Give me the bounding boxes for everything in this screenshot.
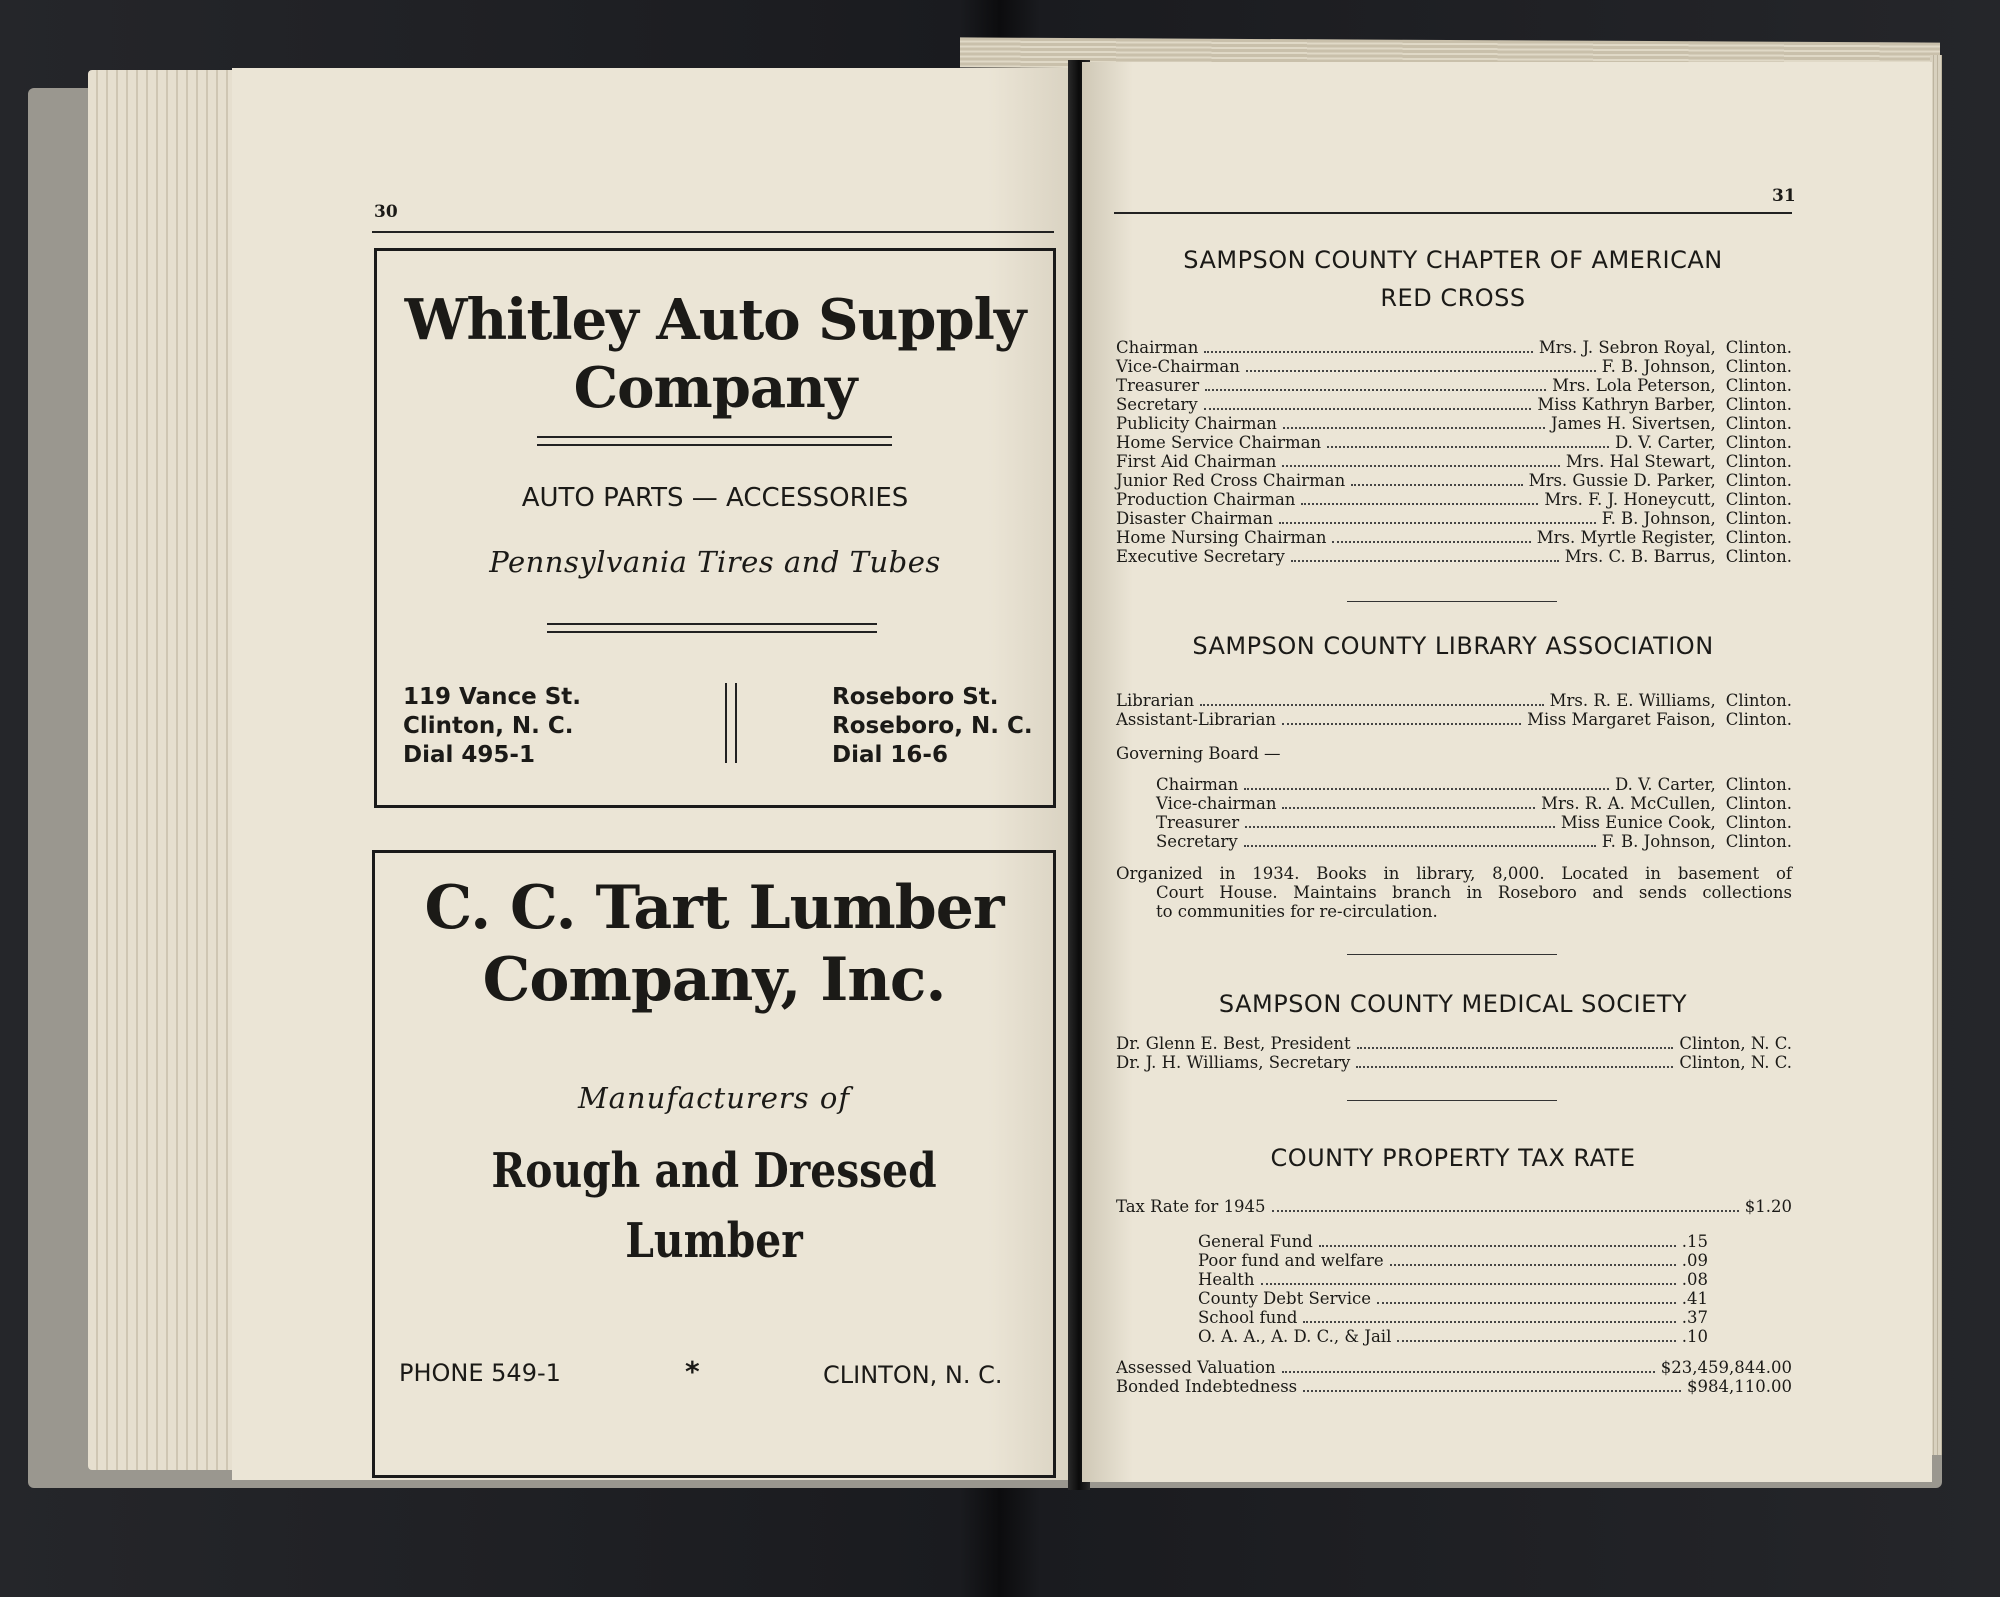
officer-row (1116, 509, 1792, 528)
officer-city: Clinton. (1725, 710, 1792, 729)
page-number: 30 (374, 202, 398, 222)
tax-item-value: .41 (1681, 1289, 1708, 1308)
leader-dots (1282, 719, 1521, 725)
note-line: to communities for re-circulation. (1156, 902, 1438, 921)
officer-name: Mrs. J. Sebron Royal, (1538, 338, 1716, 357)
officer-row (1116, 395, 1792, 414)
address-line: Dial 16-6 (832, 742, 948, 768)
officer-name: Mrs. R. E. Williams, (1549, 691, 1716, 710)
ad-whitley-auto-supply (374, 248, 1056, 808)
officer-row (1116, 691, 1792, 710)
officer-name: Mrs. F. J. Honeycutt, (1544, 490, 1716, 509)
right-page (1082, 62, 1932, 1482)
assessed-label: Assessed Valuation (1116, 1358, 1276, 1377)
officer-role: Disaster Chairman (1116, 509, 1274, 528)
officer-role: Chairman (1116, 338, 1199, 357)
officer-name: D. V. Carter, (1615, 775, 1716, 794)
officer-name: D. V. Carter, (1615, 433, 1716, 452)
ad-tagline: AUTO PARTS — ACCESSORIES (521, 483, 909, 513)
tax-item-value: .09 (1681, 1251, 1708, 1270)
leader-dots (1246, 366, 1596, 372)
officer-city: Clinton. (1725, 376, 1792, 395)
officer-city: Clinton. (1725, 509, 1792, 528)
officer-city: Clinton. (1725, 414, 1792, 433)
officer-name: Mrs. C. B. Barrus, (1564, 547, 1716, 566)
left-page (232, 68, 1072, 1480)
officer-city: Clinton. (1725, 691, 1792, 710)
double-rule (537, 436, 892, 446)
leader-dots (1279, 518, 1596, 524)
officer-name: Mrs. Lola Peterson, (1552, 376, 1716, 395)
officer-row (1116, 452, 1792, 471)
officer-city: Clinton. (1725, 395, 1792, 414)
officer-row (1116, 547, 1792, 566)
governing-board-label: Governing Board — (1116, 744, 1281, 763)
officer-row (1116, 490, 1792, 509)
tax-item-value: .37 (1681, 1308, 1708, 1327)
tax-item-row (1198, 1327, 1708, 1346)
ad-cc-tart-lumber (372, 850, 1056, 1478)
officer-city: Clinton. (1725, 794, 1792, 813)
tax-item-value: .08 (1681, 1270, 1708, 1289)
officer-role: Home Nursing Chairman (1116, 528, 1327, 547)
ad-product-line1: Rough and Dressed (491, 1143, 937, 1199)
officer-name: F. B. Johnson, (1601, 357, 1716, 376)
leader-dots (1303, 1317, 1675, 1323)
tax-rate-value: $1.20 (1744, 1197, 1792, 1216)
leader-dots (1283, 423, 1545, 429)
tax-item-row (1198, 1289, 1708, 1308)
leader-dots (1327, 442, 1609, 448)
ad-title-line1: C. C. Tart Lumber (424, 873, 1004, 943)
note-line: Court House. Maintains branch in Roseboro and sends collections (1156, 883, 1792, 902)
ad-product-line2: Lumber (625, 1213, 803, 1269)
ad-left-address (403, 683, 581, 770)
tax-item-label: General Fund (1198, 1232, 1313, 1251)
leader-dots (1377, 1298, 1676, 1304)
leader-dots (1301, 499, 1538, 505)
officer-role: Home Service Chairman (1116, 433, 1322, 452)
tax-item-row (1198, 1308, 1708, 1327)
leader-dots (1390, 1260, 1676, 1266)
officer-role: Assistant-Librarian (1116, 710, 1277, 729)
leader-dots (1282, 803, 1535, 809)
tax-item-label: Health (1198, 1270, 1255, 1289)
tax-item-row (1198, 1251, 1708, 1270)
address-divider (725, 683, 737, 763)
officer-name: Mrs. R. A. McCullen, (1541, 794, 1716, 813)
leader-dots (1303, 1386, 1681, 1392)
officer-name: Mrs. Hal Stewart, (1565, 452, 1716, 471)
officer-city: Clinton. (1725, 471, 1792, 490)
section-divider (1347, 601, 1557, 602)
officer-role: Secretary (1156, 832, 1238, 851)
leader-dots (1397, 1336, 1675, 1342)
member-city: Clinton, N. C. (1679, 1034, 1792, 1053)
officer-row (1116, 338, 1792, 357)
note-line: Organized in 1934. Books in library, 8,000. Located in basement of (1116, 864, 1792, 883)
address-line: 119 Vance St. (403, 684, 581, 710)
officer-name: Mrs. Gussie D. Parker, (1528, 471, 1716, 490)
officer-city: Clinton. (1725, 813, 1792, 832)
officer-city: Clinton. (1725, 338, 1792, 357)
officer-row (1116, 528, 1792, 547)
officer-role: Secretary (1116, 395, 1198, 414)
section-title-red-cross: SAMPSON COUNTY CHAPTER OF AMERICAN (1183, 246, 1723, 274)
leader-dots (1282, 1367, 1655, 1373)
officer-row (1156, 832, 1792, 851)
officer-name: James H. Sivertsen, (1551, 414, 1716, 433)
section-divider (1347, 1100, 1557, 1101)
officer-row (1116, 414, 1792, 433)
section-title-medical: SAMPSON COUNTY MEDICAL SOCIETY (1218, 990, 1688, 1018)
tax-item-row (1198, 1232, 1708, 1251)
officer-name: F. B. Johnson, (1601, 509, 1716, 528)
tax-item-label: Poor fund and welfare (1198, 1251, 1384, 1270)
officer-city: Clinton. (1725, 775, 1792, 794)
assessed-valuation-row (1116, 1358, 1792, 1377)
header-rule (1114, 212, 1792, 214)
bonded-value: $984,110.00 (1687, 1377, 1792, 1396)
tax-item-row (1198, 1270, 1708, 1289)
officer-row (1116, 376, 1792, 395)
officer-role: Publicity Chairman (1116, 414, 1277, 433)
officer-row (1116, 433, 1792, 452)
leader-dots (1244, 784, 1609, 790)
officer-role: Chairman (1156, 775, 1239, 794)
bonded-indebtedness-row (1116, 1377, 1792, 1396)
library-note (1116, 864, 1792, 921)
assessed-value: $23,459,844.00 (1660, 1358, 1792, 1377)
officer-row (1116, 471, 1792, 490)
leader-dots (1357, 1043, 1674, 1049)
officer-role: Vice-Chairman (1116, 357, 1240, 376)
bonded-label: Bonded Indebtedness (1116, 1377, 1298, 1396)
section-title-library: SAMPSON COUNTY LIBRARY ASSOCIATION (1192, 632, 1714, 660)
officer-row (1116, 357, 1792, 376)
officer-role: Junior Red Cross Chairman (1116, 471, 1346, 490)
leader-dots (1319, 1241, 1676, 1247)
ad-subtitle: Pennsylvania Tires and Tubes (489, 545, 941, 579)
tax-item-label: School fund (1198, 1308, 1298, 1327)
tax-item-label: O. A. A., A. D. C., & Jail (1198, 1327, 1392, 1346)
leader-dots (1204, 347, 1532, 353)
officer-city: Clinton. (1725, 832, 1792, 851)
officer-city: Clinton. (1725, 490, 1792, 509)
leader-dots (1272, 1206, 1739, 1212)
section-title-tax: COUNTY PROPERTY TAX RATE (1270, 1144, 1636, 1172)
leader-dots (1282, 461, 1560, 467)
leader-dots (1205, 385, 1546, 391)
page-number: 31 (1772, 186, 1796, 206)
officer-city: Clinton. (1725, 433, 1792, 452)
officer-role: Treasurer (1156, 813, 1240, 832)
double-rule (547, 623, 877, 633)
leader-dots (1356, 1062, 1673, 1068)
member-row (1116, 1053, 1792, 1072)
officer-role: Treasurer (1116, 376, 1200, 395)
leader-dots (1200, 700, 1543, 706)
ad-title-line2: Company (573, 355, 857, 421)
member-name: Dr. J. H. Williams, Secretary (1116, 1053, 1351, 1072)
officer-name: Miss Margaret Faison, (1527, 710, 1716, 729)
officer-name: F. B. Johnson, (1601, 832, 1716, 851)
address-line: Dial 495-1 (403, 742, 535, 768)
leader-dots (1291, 556, 1559, 562)
leader-dots (1261, 1279, 1676, 1285)
member-city: Clinton, N. C. (1679, 1053, 1792, 1072)
ad-subtitle: Manufacturers of (577, 1081, 851, 1115)
officer-name: Miss Kathryn Barber, (1537, 395, 1716, 414)
address-line: Roseboro St. (832, 684, 999, 710)
tax-rate-row (1116, 1197, 1792, 1216)
officer-role: Vice-chairman (1156, 794, 1277, 813)
tax-item-label: County Debt Service (1198, 1289, 1372, 1308)
address-line: Clinton, N. C. (403, 713, 574, 739)
leader-dots (1244, 841, 1596, 847)
left-page-edges (88, 70, 248, 1470)
officer-role: Production Chairman (1116, 490, 1296, 509)
officer-role: First Aid Chairman (1116, 452, 1277, 471)
member-row (1116, 1034, 1792, 1053)
ad-city: CLINTON, N. C. (823, 1361, 1003, 1389)
tax-item-value: .15 (1681, 1232, 1708, 1251)
section-divider (1347, 954, 1557, 955)
leader-dots (1245, 822, 1555, 828)
officer-city: Clinton. (1725, 528, 1792, 547)
leader-dots (1351, 480, 1522, 486)
section-title-red-cross-line2: RED CROSS (1380, 284, 1526, 312)
officer-row (1156, 813, 1792, 832)
ad-title-line1: Whitley Auto Supply (404, 287, 1026, 353)
leader-dots (1332, 537, 1530, 543)
ad-phone: PHONE 549-1 (399, 1359, 561, 1387)
ad-separator: * (685, 1355, 700, 1388)
tax-rate-label: Tax Rate for 1945 (1116, 1197, 1266, 1216)
officer-name: Miss Eunice Cook, (1560, 813, 1716, 832)
officer-city: Clinton. (1725, 547, 1792, 566)
officer-city: Clinton. (1725, 452, 1792, 471)
header-rule (372, 231, 1054, 233)
ad-right-address (832, 683, 1033, 770)
member-name: Dr. Glenn E. Best, President (1116, 1034, 1351, 1053)
ad-title-line2: Company, Inc. (482, 945, 946, 1015)
officer-row (1116, 710, 1792, 729)
address-line: Roseboro, N. C. (832, 713, 1033, 739)
tax-item-value: .10 (1681, 1327, 1708, 1346)
officer-city: Clinton. (1725, 357, 1792, 376)
officer-row (1156, 775, 1792, 794)
leader-dots (1204, 404, 1532, 410)
officer-row (1156, 794, 1792, 813)
officer-name: Mrs. Myrtle Register, (1536, 528, 1716, 547)
officer-role: Executive Secretary (1116, 547, 1285, 566)
officer-role: Librarian (1116, 691, 1195, 710)
